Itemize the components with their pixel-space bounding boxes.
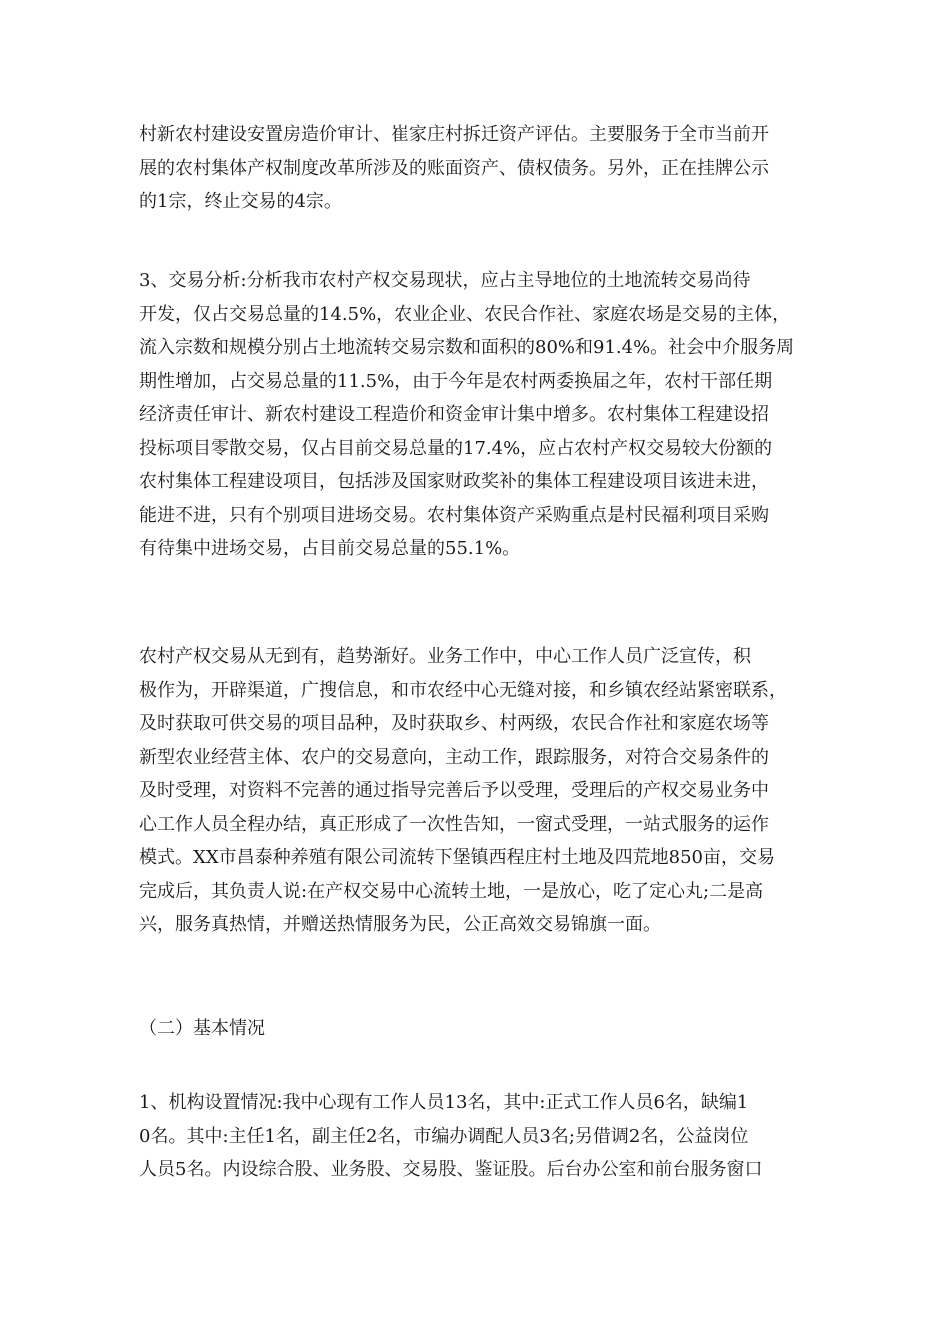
paragraph-line: 1、机构设置情况:我中心现有工作人员13名，其中:正式工作人员6名，缺编1 [139, 1092, 749, 1113]
paragraph-trend [139, 640, 819, 942]
paragraph-line: 投标项目零散交易，仅占目前交易总量的17.4%，应占农村产权交易较大份额的 [139, 437, 773, 459]
paragraph-line: 0名。其中:主任1名，副主任2名，市编办调配人员3名;另借调2名，公益岗位 [139, 1125, 749, 1147]
paragraph-line: 期性增加，占交易总量的11.5%，由于今年是农村两委换届之年，农村干部任期 [139, 370, 773, 392]
paragraph-line: 及时获取可供交易的项目品种，及时获取乡、村两级，农民合作社和家庭农场等 [139, 713, 769, 734]
paragraph-line: 展的农村集体产权制度改革所涉及的账面资产、债权债务。另外，正在挂牌公示 [139, 157, 769, 179]
paragraph-line: 新型农业经营主体、农户的交易意向，主动工作，跟踪服务，对符合交易条件的 [139, 746, 769, 768]
paragraph-line: 完成后，其负责人说:在产权交易中心流转土地，一是放心，吃了定心丸;二是高 [139, 880, 764, 902]
paragraph-1 [139, 118, 819, 219]
paragraph-trade-analysis [139, 264, 819, 566]
paragraph-line: 的1宗，终止交易的4宗。 [139, 191, 342, 212]
paragraph-line: 3、交易分析:分析我市农村产权交易现状，应占主导地位的土地流转交易尚待 [139, 270, 751, 291]
paragraph-line: 开发，仅占交易总量的14.5%，农业企业、农民合作社、家庭农场是交易的主体， [139, 303, 791, 325]
paragraph-line: 人员5名。内设综合股、业务股、交易股、鉴证股。后台办公室和前台服务窗口 [139, 1159, 763, 1180]
paragraph-line: 兴，服务真热情，并赠送热情服务为民，公正高效交易锦旗一面。 [139, 914, 661, 935]
paragraph-line: 农村产权交易从无到有，趋势渐好。业务工作中，中心工作人员广泛宣传，积 [139, 646, 751, 667]
paragraph-line: 能进不进，只有个别项目进场交易。农村集体资产采购重点是村民福利项目采购 [139, 504, 769, 526]
paragraph-line: 有待集中进场交易，占目前交易总量的55.1%。 [139, 538, 521, 559]
section-heading [139, 1012, 819, 1046]
paragraph-line: 及时受理，对资料不完善的通过指导完善后予以受理，受理后的产权交易业务中 [139, 780, 769, 801]
paragraph-line: 农村集体工程建设项目，包括涉及国家财政奖补的集体工程建设项目该进未进， [139, 471, 769, 492]
paragraph-line: 极作为，开辟渠道，广搜信息，和市农经中心无缝对接，和乡镇农经站紧密联系， [139, 679, 787, 701]
paragraph-line: 模式。XX市昌泰种养殖有限公司流转下堡镇西程庄村土地及四荒地850亩，交易 [139, 847, 775, 868]
paragraph-line: 村新农村建设安置房造价审计、崔家庄村拆迁资产评估。主要服务于全市当前开 [139, 124, 769, 145]
paragraph-line: 心工作人员全程办结，真正形成了一次性告知，一窗式受理，一站式服务的运作 [139, 813, 769, 835]
paragraph-line: 经济责任审计、新农村建设工程造价和资金审计集中增多。农村集体工程建设招 [139, 404, 769, 425]
paragraph-line: 流入宗数和规模分别占土地流转交易宗数和面积的80%和91.4%。社会中介服务周 [139, 337, 795, 358]
paragraph-organization [139, 1086, 819, 1187]
section-heading-text: （二）基本情况 [139, 1018, 265, 1039]
